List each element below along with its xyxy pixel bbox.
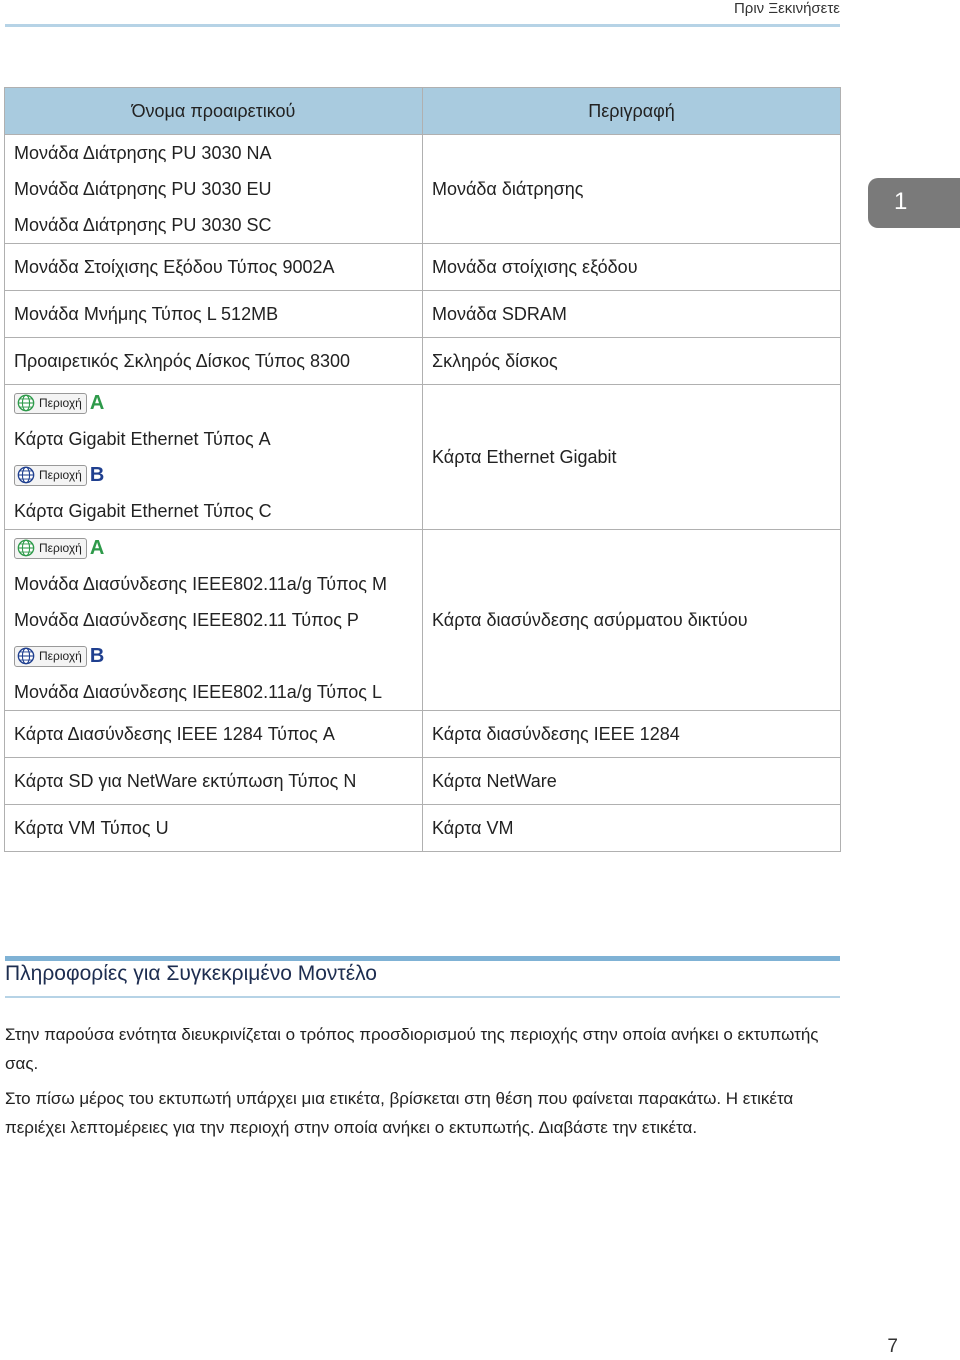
option-name: Μονάδα Διασύνδεσης IEEE802.11a/g Τύπος L (14, 682, 382, 702)
option-name-cell (5, 385, 423, 530)
globe-icon (17, 394, 35, 412)
body-paragraph: Στο πίσω μέρος του εκτυπωτή υπάρχει μια ετικέτα, βρίσκεται στη θέση που φαίνεται παρακάτω. Η ετικέτα περιέχει λεπτομέρειες για την περιοχή στην οποία ανήκει ο εκτυπωτής. Διαβάστε την ετικέτα. (5, 1089, 794, 1137)
region-badge (14, 538, 87, 559)
option-description: Μονάδα στοίχισης εξόδου (423, 244, 841, 291)
region-a-marker (14, 530, 413, 566)
globe-icon (17, 539, 35, 557)
option-name: Προαιρετικός Σκληρός Δίσκος Τύπος 8300 (5, 338, 423, 385)
option-description: Κάρτα VM (423, 805, 841, 852)
globe-icon (17, 647, 35, 665)
option-description: Κάρτα διασύνδεσης IEEE 1284 (423, 711, 841, 758)
table-row (5, 711, 841, 758)
section-title: Πληροφορίες για Συγκεκριμένο Μοντέλο (5, 962, 377, 985)
region-a-marker (14, 385, 413, 421)
section-rule-top (5, 956, 840, 961)
table-row (5, 385, 841, 530)
section-rule-bottom (5, 996, 840, 998)
option-description: Κάρτα NetWare (423, 758, 841, 805)
option-name: Μονάδα Διασύνδεσης IEEE802.11a/g Τύπος M (14, 574, 387, 594)
chapter-tab: 1 (868, 178, 960, 228)
region-b-marker (14, 638, 413, 674)
globe-icon (17, 466, 35, 484)
options-table (4, 87, 841, 852)
region-label: Περιοχή (39, 649, 82, 663)
table-header-row (5, 88, 841, 135)
region-badge (14, 646, 87, 667)
region-badge (14, 465, 87, 486)
page-number: 7 (887, 1336, 898, 1357)
table-row (5, 805, 841, 852)
table-row (5, 530, 841, 711)
option-description: Κάρτα Ethernet Gigabit (423, 385, 841, 530)
option-description: Μονάδα διάτρησης (423, 135, 841, 244)
running-header-title: Πριν Ξεκινήσετε (733, 0, 840, 17)
region-label: Περιοχή (39, 396, 82, 410)
region-letter-b: B (89, 644, 105, 667)
region-b-marker (14, 457, 413, 493)
region-letter-a: A (89, 391, 105, 414)
table-row (5, 291, 841, 338)
option-name: Κάρτα VM Τύπος U (5, 805, 423, 852)
column-header-description: Περιγραφή (423, 88, 841, 135)
option-name: Κάρτα SD για NetWare εκτύπωση Τύπος N (5, 758, 423, 805)
option-name: Κάρτα Gigabit Ethernet Τύπος C (14, 501, 272, 521)
option-description: Μονάδα SDRAM (423, 291, 841, 338)
option-name: Μονάδα Διάτρησης PU 3030 EU (14, 179, 272, 199)
table-row (5, 338, 841, 385)
option-description: Κάρτα διασύνδεσης ασύρματου δικτύου (423, 530, 841, 711)
option-name: Μονάδα Διάτρησης PU 3030 NA (14, 143, 272, 163)
table-row (5, 244, 841, 291)
option-name-cell (5, 135, 423, 244)
table-row (5, 135, 841, 244)
body-paragraph: Στην παρούσα ενότητα διευκρινίζεται ο τρόπος προσδιορισμού της περιοχής στην οποία ανήκει ο εκτυπωτής σας. (5, 1025, 819, 1073)
table-row (5, 758, 841, 805)
column-header-name: Όνομα προαιρετικού (5, 88, 423, 135)
region-letter-a: A (89, 536, 105, 559)
option-name: Μονάδα Μνήμης Τύπος L 512MB (5, 291, 423, 338)
option-name: Μονάδα Διάτρησης PU 3030 SC (14, 215, 272, 235)
option-name: Μονάδα Στοίχισης Εξόδου Τύπος 9002A (5, 244, 423, 291)
option-name: Κάρτα Διασύνδεσης IEEE 1284 Τύπος A (5, 711, 423, 758)
option-name-cell (5, 530, 423, 711)
region-label: Περιοχή (39, 468, 82, 482)
header-rule (5, 24, 840, 27)
option-description: Σκληρός δίσκος (423, 338, 841, 385)
option-name: Κάρτα Gigabit Ethernet Τύπος A (14, 429, 271, 449)
region-label: Περιοχή (39, 541, 82, 555)
option-name: Μονάδα Διασύνδεσης IEEE802.11 Τύπος P (14, 610, 359, 630)
region-badge (14, 393, 87, 414)
region-letter-b: B (89, 463, 105, 486)
